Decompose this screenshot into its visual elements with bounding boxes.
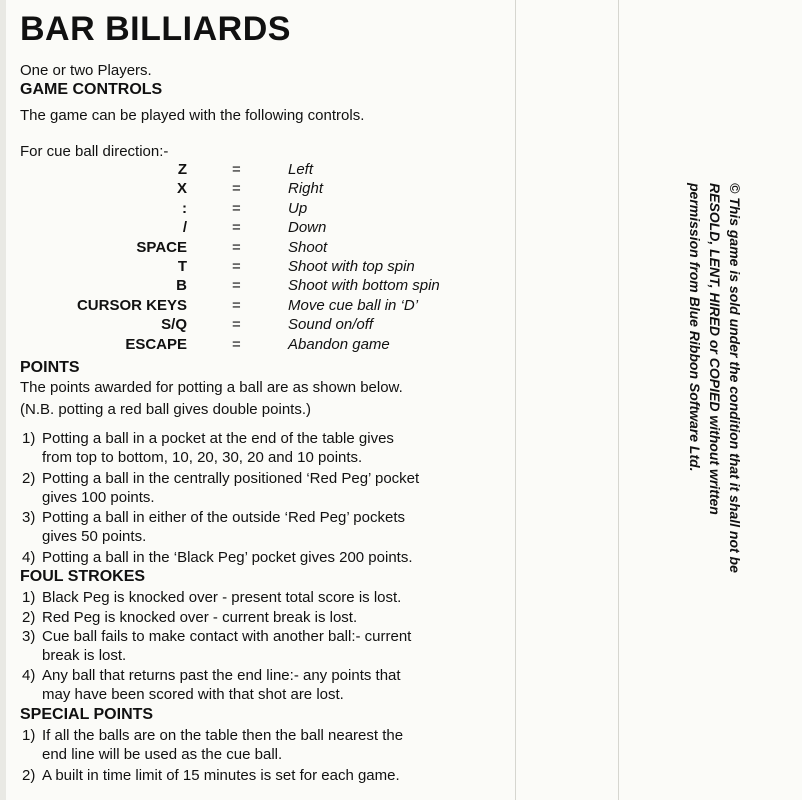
item-line: break is lost.	[42, 647, 127, 664]
control-equals: =	[232, 199, 241, 217]
control-key: ESCAPE	[125, 335, 187, 353]
control-key: SPACE	[136, 238, 187, 256]
item-text	[42, 588, 502, 607]
control-key: /	[182, 219, 187, 237]
fold-line	[618, 0, 619, 800]
control-row	[0, 219, 802, 238]
control-key: CURSOR KEYS	[76, 296, 187, 314]
item-number: 1)	[22, 430, 36, 447]
control-action: Shoot with top spin	[288, 258, 415, 275]
item-text	[42, 766, 502, 785]
item-text	[42, 666, 502, 704]
control-equals: =	[232, 161, 241, 178]
points-note: (N.B. potting a red ball gives double points.)	[20, 401, 311, 418]
item-line: Potting a ball in the centrally positioned ‘Red Peg’ pocket	[42, 469, 420, 487]
control-key: T	[177, 258, 187, 275]
control-row	[0, 239, 802, 258]
control-row	[0, 200, 802, 219]
players-text: One or two Players.	[20, 62, 152, 79]
special-heading: SPECIAL POINTS	[20, 706, 154, 723]
control-row	[0, 161, 802, 180]
item-text	[42, 548, 502, 567]
control-key: B	[176, 277, 187, 295]
copyright-line: © This game is sold under the condition that it shall not be	[727, 183, 743, 573]
control-equals: =	[232, 296, 241, 314]
item-line: Potting a ball in the ‘Black Peg’ pocket gives 200 points.	[42, 548, 413, 566]
fold-line	[515, 0, 516, 800]
item-number: 4)	[22, 667, 36, 684]
control-row	[0, 277, 802, 296]
control-action: Abandon game	[288, 335, 390, 353]
item-text	[42, 429, 502, 467]
item-number: 3)	[22, 509, 36, 526]
item-number: 2)	[22, 469, 36, 487]
control-key: :	[182, 199, 187, 217]
control-row	[0, 336, 802, 355]
control-row	[0, 297, 802, 316]
control-row	[0, 258, 802, 277]
control-equals: =	[232, 180, 241, 198]
item-text	[42, 508, 502, 546]
card-edge	[0, 0, 6, 800]
control-action: Right	[288, 180, 324, 198]
item-number: 3)	[22, 628, 36, 645]
points-intro: The points awarded for potting a ball are as shown below.	[20, 379, 403, 396]
item-number: 2)	[22, 608, 36, 626]
control-row	[0, 180, 802, 199]
item-line: Any ball that returns past the end line:- any points that	[42, 667, 401, 684]
fouls-heading: FOUL STROKES	[20, 568, 146, 585]
item-text	[42, 608, 502, 627]
item-number: 1)	[22, 727, 36, 744]
copyright-line: RESOLD, LENT, HIRED or COPIED without written	[707, 183, 723, 515]
control-action: Sound on/off	[288, 316, 374, 334]
control-equals: =	[232, 258, 241, 275]
copyright-line: permission from Blue Ribbon Software Ltd.	[687, 183, 703, 472]
item-line: end line will be used as the cue ball.	[42, 746, 283, 763]
control-equals: =	[232, 335, 241, 353]
item-line: gives 100 points.	[42, 488, 155, 506]
control-equals: =	[232, 316, 241, 334]
control-equals: =	[232, 238, 241, 256]
controls-intro: The game can be played with the following controls.	[20, 107, 365, 124]
cue-heading: For cue ball direction:-	[20, 143, 169, 160]
item-number: 2)	[22, 766, 36, 784]
item-line: Cue ball fails to make contact with another ball:- current	[42, 628, 412, 645]
item-line: If all the balls are on the table then the ball nearest the	[42, 727, 404, 744]
item-line: Black Peg is knocked over - present total score is lost.	[42, 589, 402, 606]
item-line: gives 50 points.	[42, 528, 147, 545]
page-title: BAR BILLIARDS	[20, 10, 291, 48]
item-line: Red Peg is knocked over - current break is lost.	[42, 608, 358, 626]
controls-heading: GAME CONTROLS	[20, 81, 163, 98]
item-line: from top to bottom, 10, 20, 30, 20 and 10 points.	[42, 449, 363, 466]
control-equals: =	[232, 277, 241, 295]
control-row	[0, 316, 802, 335]
points-heading: POINTS	[20, 359, 80, 376]
item-number: 4)	[22, 548, 36, 566]
control-action: Shoot with bottom spin	[288, 277, 440, 295]
copyright-notice	[685, 183, 745, 573]
item-text	[42, 627, 502, 665]
control-action: Down	[288, 219, 327, 237]
item-text	[42, 469, 502, 507]
control-key: S/Q	[161, 316, 187, 334]
item-number: 1)	[22, 589, 36, 606]
item-text	[42, 726, 502, 764]
control-action: Move cue ball in ‘D’	[288, 296, 419, 314]
item-line: may have been scored with that shot are lost.	[42, 686, 344, 703]
control-action: Shoot	[288, 238, 328, 256]
item-line: A built in time limit of 15 minutes is set for each game.	[42, 766, 400, 784]
item-line: Potting a ball in either of the outside ‘Red Peg’ pockets	[42, 509, 406, 526]
control-equals: =	[232, 219, 241, 237]
control-action: Up	[288, 199, 308, 217]
control-key: X	[176, 180, 187, 198]
item-line: Potting a ball in a pocket at the end of the table gives	[42, 430, 394, 447]
control-action: Left	[288, 161, 314, 178]
control-key: Z	[177, 161, 187, 178]
